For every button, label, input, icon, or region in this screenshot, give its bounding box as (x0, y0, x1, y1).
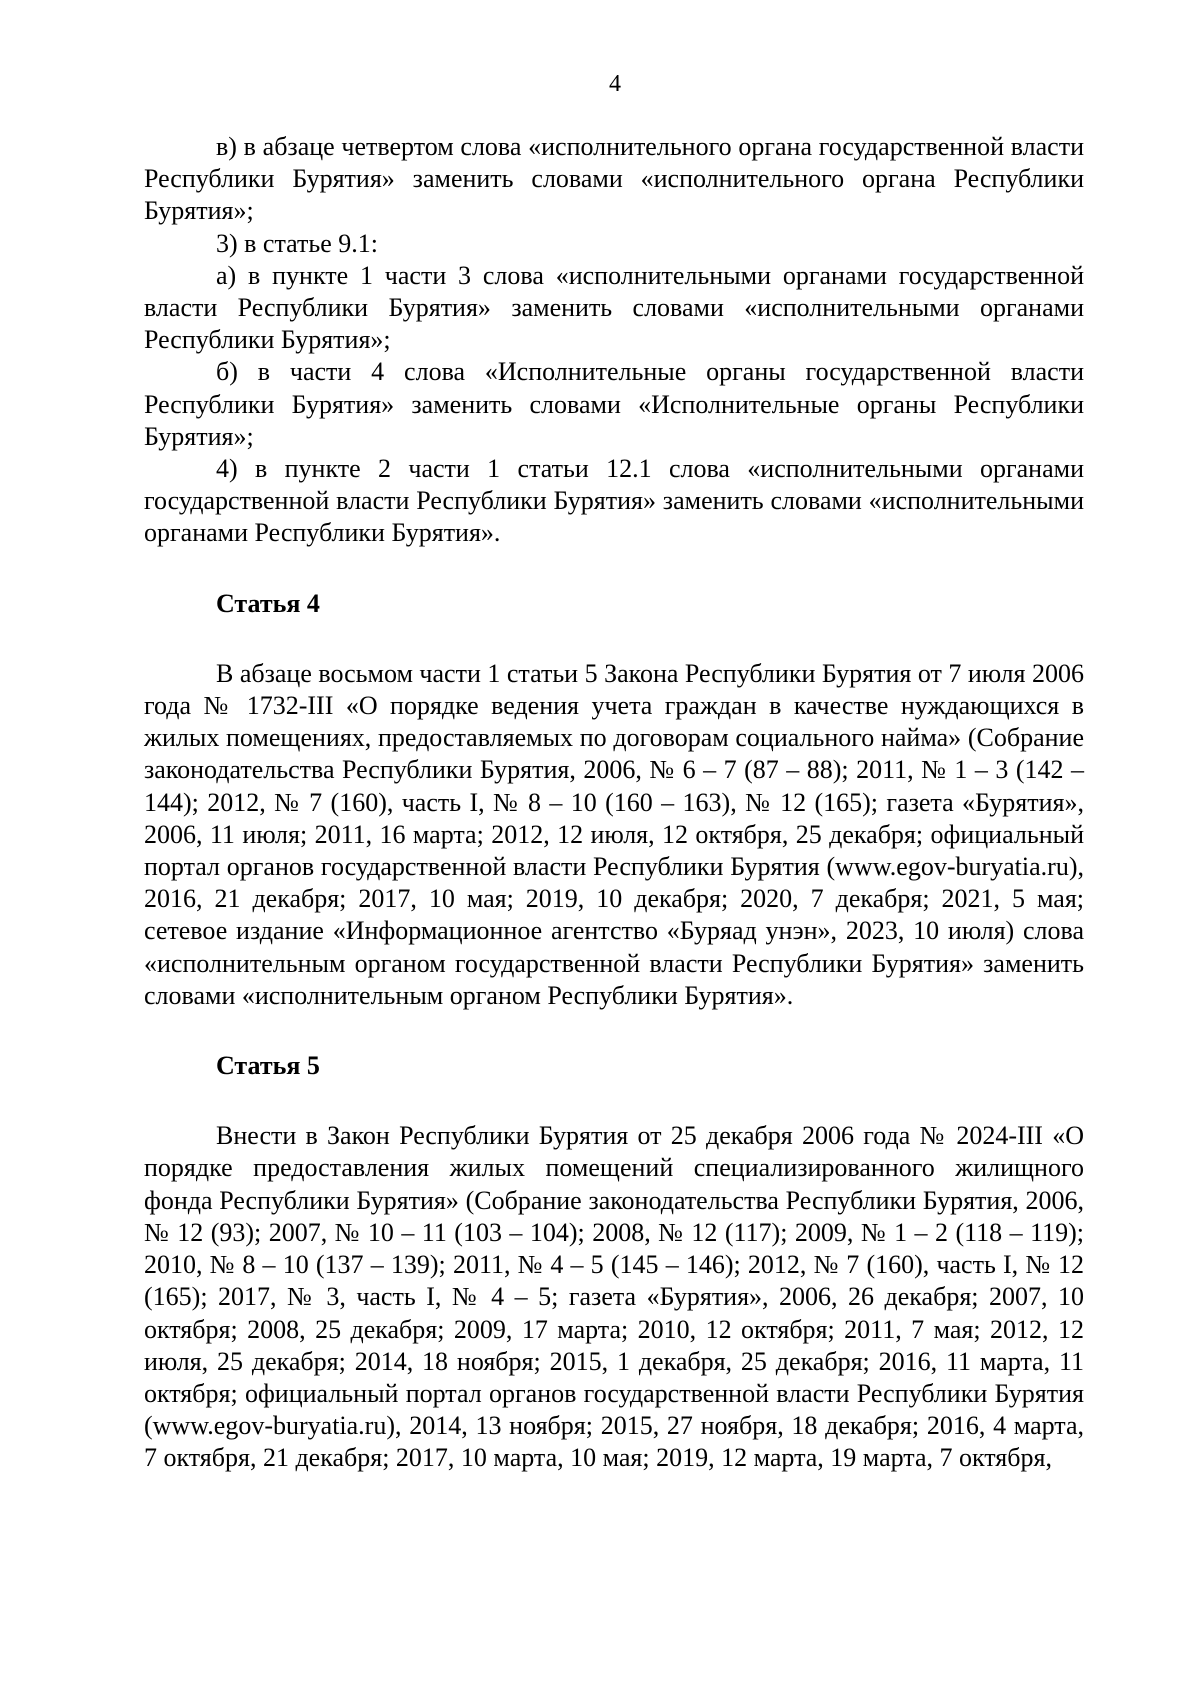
paragraph-article-9-1: 3) в статье 9.1: (216, 228, 379, 258)
page-number: 4 (609, 71, 621, 97)
paragraph-a-punkt: а) в пункте 1 части 3 слова «исполнительными органами государственной власти Республики Бурятия» заменить словами «исполнительными органами Республики Бурятия»; (144, 260, 1084, 355)
document-body (144, 131, 1084, 1475)
article-5-heading: Статья 5 (216, 1051, 320, 1081)
paragraph-v-abzac: в) в абзаце четвертом слова «исполнительного органа государственной власти Республики Бурятия» заменить словами «исполнительного органа Республики Бурятия»; (144, 132, 1084, 226)
paragraph-4-punkt: 4) в пункте 2 части 1 статьи 12.1 слова «исполнительными органами государственной власти Республики Бурятия» заменить словами «исполнительными органами Республики Бурятия». (144, 454, 1084, 548)
article-4-heading: Статья 4 (216, 588, 320, 618)
paragraph-b-chast: б) в части 4 слова «Исполнительные органы государственной власти Республики Бурятия» заменить словами «Исполнительные органы Республики Бурятия»; (144, 357, 1084, 451)
article-4-text: В абзаце восьмом части 1 статьи 5 Закона Республики Бурятия от 7 июля 2006 года № 1732-III «О порядке ведения учета граждан в качестве нуждающихся в жилых помещениях, предоставляемых по договорам социального найма» (Собрание законодательства Республики Бурятия, 2006, № 6 – 7 (87 – 88); 2011, № 1 – 3 (142 – 144); 2012, № 7 (160), часть I, № 8 – 10 (160 – 163), № 12 (165); газета «Бурятия», 2006, 11 июля; 2011, 16 марта; 2012, 12 июля, 12 октября, 25 декабря; официальный портал органов государственной власти Республики Бурятия (www.egov-buryatia.ru), 2016, 21 декабря; 2017, 10 мая; 2019, 10 декабря; 2020, 7 декабря; 2021, 5 мая; сетевое издание «Информационное агентство «Буряад унэн», 2023, 10 июля) слова «исполнительным органом государственной власти Республики Бурятия» заменить словами «исполнительным органом Республики Бурятия». (144, 658, 1084, 1010)
article-5-text: Внести в Закон Республики Бурятия от 25 декабря 2006 года № 2024-III «О порядке предоставления жилых помещений специализированного жилищного фонда Республики Бурятия» (Собрание законодательства Республики Бурятия, 2006, № 12 (93); 2007, № 10 – 11 (103 – 104); 2008, № 12 (117); 2009, № 1 – 2 (118 – 119); 2010, № 8 – 10 (137 – 139); 2011, № 4 – 5 (145 – 146); 2012, № 7 (160), часть I, № 12 (165); 2017, № 3, часть I, № 4 – 5; газета «Бурятия», 2006, 26 декабря; 2007, 10 октября; 2008, 25 декабря; 2009, 17 марта; 2010, 12 октября; 2011, 7 мая; 2012, 12 июля, 25 декабря; 2014, 18 ноября; 2015, 1 декабря, 25 декабря; 2016, 11 марта, 11 октября; официальный портал органов государственной власти Республики Бурятия (www.egov-buryatia.ru), 2014, 13 ноября; 2015, 27 ноября, 18 декабря; 2016, 4 марта, 7 октября, 21 декабря; 2017, 10 марта, 10 мая; 2019, 12 марта, 19 марта, 7 октября, (144, 1121, 1084, 1473)
